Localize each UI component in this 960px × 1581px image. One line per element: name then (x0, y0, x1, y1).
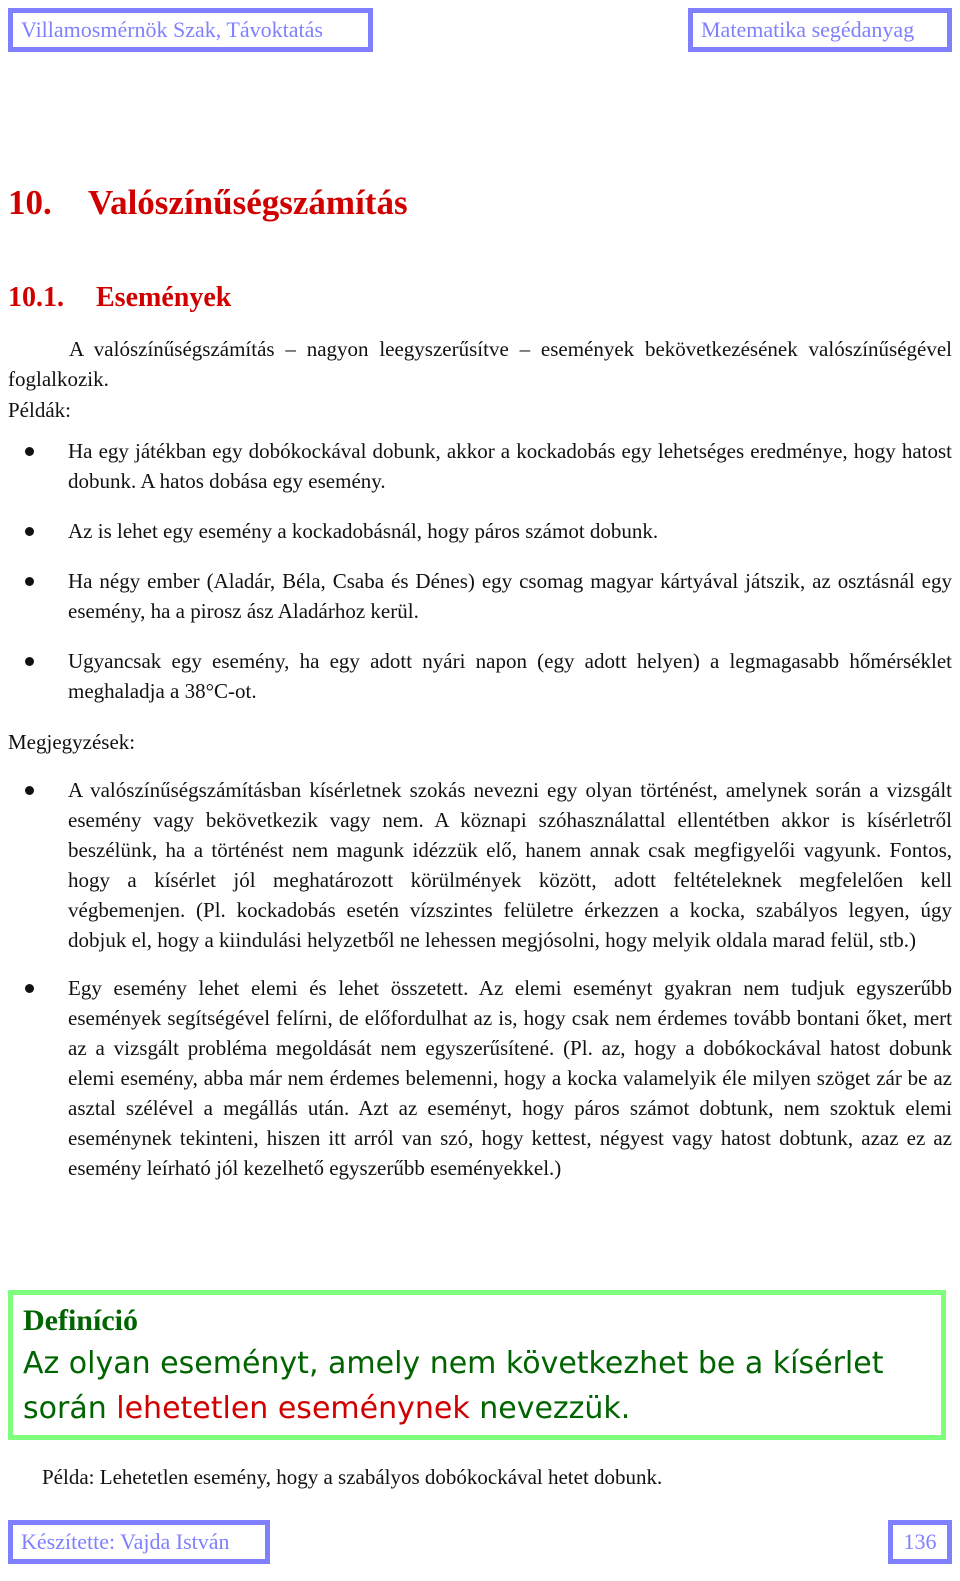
chapter-title (8, 183, 408, 223)
list-item (8, 973, 952, 1183)
definition-title: Definíció (23, 1304, 138, 1337)
bullet-icon (25, 984, 34, 993)
header-subject-title: Matematika segédanyag (701, 17, 915, 42)
definition-text-after: nevezzük. (469, 1391, 631, 1426)
remarks-label: Megjegyzések: (8, 730, 136, 754)
list-item (8, 775, 952, 955)
bullet-icon (25, 657, 34, 666)
footer-author-box (8, 1520, 270, 1564)
examples-label: Példák: (8, 398, 71, 422)
list-item (8, 436, 952, 496)
bullet-icon (25, 527, 34, 536)
header-course-title: Villamosmérnök Szak, Távoktatás (21, 17, 323, 42)
remarks-list (8, 775, 952, 1201)
chapter-number: 10. (8, 183, 52, 222)
chapter-title-text: Valószínűségszámítás (88, 183, 408, 222)
example-text: Az is lehet egy esemény a kockadobásnál, hogy páros számot dobunk. (68, 519, 659, 543)
example-line: Példa: Lehetetlen esemény, hogy a szabályos dobókockával hetet dobunk. (42, 1465, 663, 1489)
example-text: Ha egy játékban egy dobókockával dobunk, akkor a kockadobás egy lehetséges eredménye, hogy hatost dobunk. A hatos dobása egy esemény. (68, 439, 952, 493)
list-item (8, 646, 952, 706)
footer-page-box (888, 1520, 952, 1564)
example-text: Ugyancsak egy esemény, ha egy adott nyári napon (egy adott helyen) a legmagasabb hőmérséklet meghaladja a 38°C-ot. (68, 649, 952, 703)
remark-text: Egy esemény lehet elemi és lehet összetett. Az elemi eseményt gyakran nem tudjuk egyszerűbb események segítségével felírni, de előfordulhat az is, hogy csak nem érdemes tovább bontani őket, mert az a vizsgált probléma megoldását nem egyszerűsítené. (Pl. az, hogy a dobókockával hatost dobunk elemi esemény, abba már nem érdemes belemenni, hogy a kocka valamelyik éle milyen szöget zár be az asztal szélével a megállás után. Azt az eseményt, hogy páros számot dobtunk, nem szoktuk elemi eseménynek tekinteni, hiszen itt arról van szó, hogy kettest, négyest vagy hatost dobtunk, azaz ez az esemény leírható jól kezelhető egyszerűbb eseményekkel.) (68, 976, 952, 1180)
list-item (8, 566, 952, 626)
examples-list (8, 436, 952, 726)
footer-author: Készítette: Vajda István (21, 1529, 230, 1554)
example-text: Ha négy ember (Aladár, Béla, Csaba és Dénes) egy csomag magyar kártyával játszik, az osztásnál egy esemény, ha a pirosz ász Aladárhoz kerül. (68, 569, 952, 623)
definition-text (23, 1341, 931, 1431)
definition-box (8, 1290, 946, 1440)
bullet-icon (25, 447, 34, 456)
bullet-icon (25, 577, 34, 586)
header-course-box (8, 8, 373, 52)
page-number: 136 (903, 1529, 937, 1554)
definition-term: lehetetlen eseménynek (116, 1391, 470, 1426)
list-item (8, 516, 952, 546)
remark-text: A valószínűségszámításban kísérletnek szokás nevezni egy olyan történést, amelynek során a vizsgált esemény vagy bekövetkezik vagy nem. A köznapi szóhasználattal ellentétben akkor is kísérletről beszélünk, ha a történést nem magunk idézzük elő, hanem annak csak megfigyelői vagyunk. Fontos, hogy a kísérlet jól meghatározott körülmények között, adott feltételeknek megfelelően kell végbemenjen. (Pl. kockadobás esetén vízszintes felületre érkezzen a kocka, szabályos legyen, úgy dobjuk el, hogy a kiindulási helyzetből ne lehessen megjósolni, hogy melyik oldala marad felül, stb.) (68, 778, 952, 952)
definition-text-before: Az olyan eseményt, amely nem következhet be a kísérlet során (23, 1346, 884, 1426)
intro-paragraph: A valószínűségszámítás – nagyon leegyszerűsítve – események bekövetkezésének valószínűségével foglalkozik. (8, 337, 952, 391)
section-number: 10.1. (8, 282, 64, 313)
section-title-text: Események (96, 282, 232, 313)
header-subject-box (688, 8, 952, 52)
bullet-icon (25, 786, 34, 795)
section-title (8, 282, 231, 314)
